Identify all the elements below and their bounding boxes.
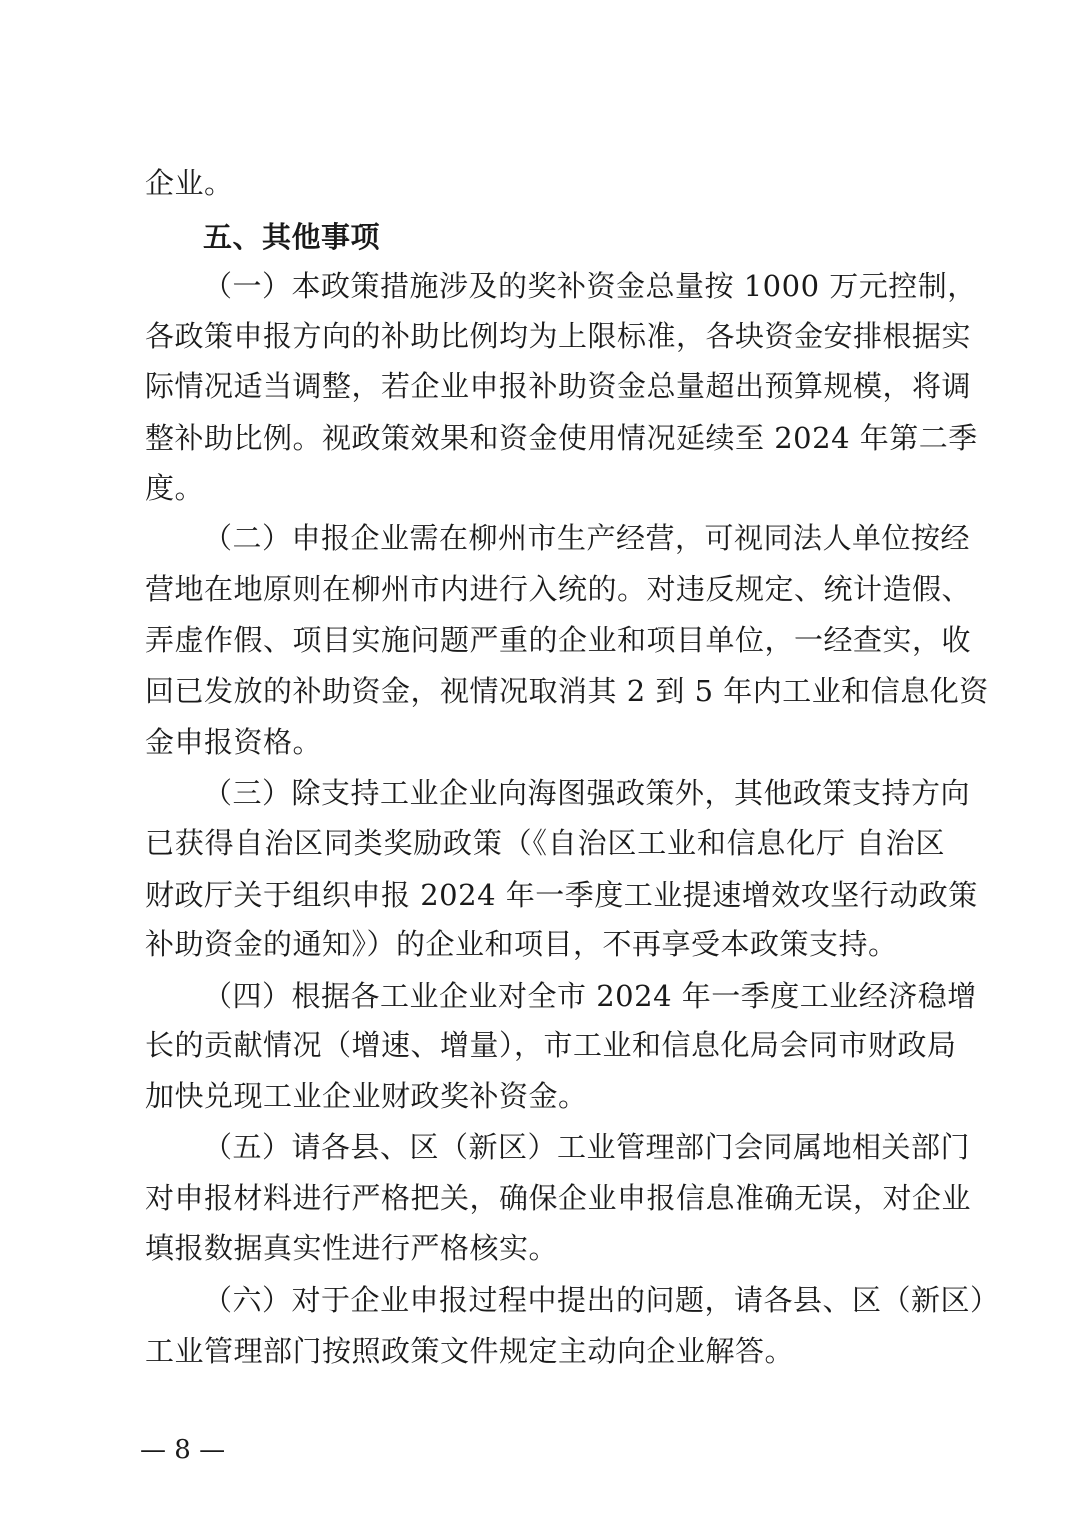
paragraph-line: 各政策申报方向的补助比例均为上限标准，各块资金安排根据实 — [145, 319, 972, 353]
paragraph-line: 已获得自治区同类奖励政策（《自治区工业和信息化厅 自治区 — [145, 826, 945, 860]
paragraph-line: 财政厅关于组织申报 2024 年一季度工业提速增效攻坚行动政策 — [145, 878, 978, 912]
paragraph-line: （三）除支持工业企业向海图强政策外，其他政策支持方向 — [203, 776, 971, 810]
paragraph-line: （二）申报企业需在柳州市生产经营，可视同法人单位按经 — [203, 521, 971, 555]
section-heading: 五、其他事项 — [203, 220, 381, 254]
paragraph-line: 金申报资格。 — [145, 725, 323, 759]
paragraph-line: 度。 — [145, 471, 205, 505]
paragraph-line: （五）请各县、区（新区）工业管理部门会同属地相关部门 — [203, 1130, 971, 1164]
paragraph-line: 营地在地原则在柳州市内进行入统的。对违反规定、统计造假、 — [145, 572, 972, 606]
paragraph-line: 长的贡献情况（增速、增量），市工业和信息化局会同市财政局 — [145, 1028, 957, 1062]
paragraph-line: 回已发放的补助资金，视情况取消其 2 到 5 年内工业和信息化资 — [145, 674, 989, 708]
paragraph-line: 整补助比例。视政策效果和资金使用情况延续至 2024 年第二季 — [145, 421, 978, 455]
paragraph-line: （一）本政策措施涉及的奖补资金总量按 1000 万元控制， — [203, 269, 977, 303]
paragraph-line: 际情况适当调整，若企业申报补助资金总量超出预算规模，将调 — [145, 369, 972, 403]
paragraph-line: （四）根据各工业企业对全市 2024 年一季度工业经济稳增 — [203, 979, 977, 1013]
paragraph-line: 补助资金的通知》）的企业和项目，不再享受本政策支持。 — [145, 927, 898, 961]
paragraph-line: 对申报材料进行严格把关，确保企业申报信息准确无误，对企业 — [145, 1181, 972, 1215]
paragraph-line: 加快兑现工业企业财政奖补资金。 — [145, 1079, 588, 1113]
paragraph-line: 填报数据真实性进行严格核实。 — [145, 1231, 559, 1265]
paragraph-line: 弄虚作假、项目实施问题严重的企业和项目单位，一经查实，收 — [145, 623, 972, 657]
page-number: — 8 — — [140, 1435, 226, 1465]
paragraph-line: （六）对于企业申报过程中提出的问题，请各县、区（新区） — [203, 1283, 1000, 1317]
paragraph-line: 企业。 — [145, 166, 234, 200]
paragraph-line: 工业管理部门按照政策文件规定主动向企业解答。 — [145, 1334, 795, 1368]
